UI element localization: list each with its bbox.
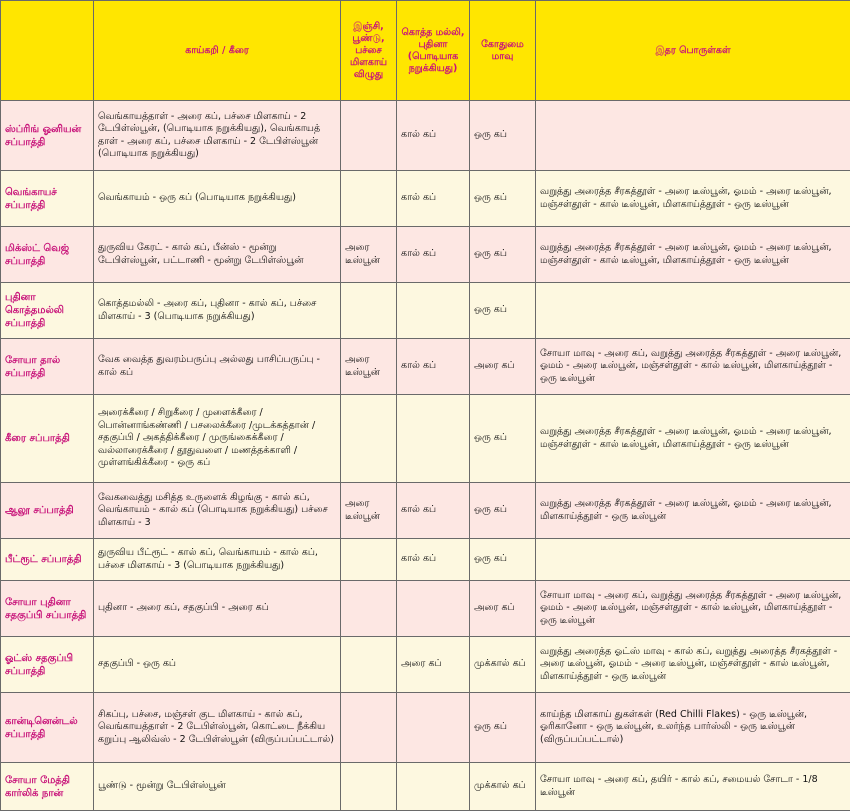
other-cell: சோயா மாவு - அரை கப், வறுத்து அரைத்த சீரகத்தூள் - அரை டீஸ்பூன், ஓமம் - அரை டீஸ்பூன், மஞ்சள்தூள் - கால் டீஸ்பூன், மிளகாய்த்தூள் - ஒரு டீஸ்பூன் bbox=[536, 581, 850, 637]
vegetable-cell: கொத்தமல்லி - அரை கப், புதினா - கால் கப், பச்சை மிளகாய் - 3 (பொடியாக நறுக்கியது) bbox=[94, 283, 341, 339]
flour-cell: ஒரு கப் bbox=[470, 227, 536, 283]
other-cell: வறுத்து அரைத்த சீரகத்தூள் - அரை டீஸ்பூன், ஓமம் - அரை டீஸ்பூன், மஞ்சள்தூள் - கால் டீஸ்பூன், மிளகாய்த்தூள் - ஒரு டீஸ்பூன் bbox=[536, 395, 850, 483]
recipe-name: சோயா புதினா சதகுப்பி சப்பாத்தி bbox=[1, 581, 94, 637]
paste-cell bbox=[341, 693, 397, 763]
flour-cell: ஒரு கப் bbox=[470, 171, 536, 227]
flour-cell: ஒரு கப் bbox=[470, 395, 536, 483]
vegetable-cell: வெங்காயம் - ஒரு கப் (பொடியாக நறுக்கியது) bbox=[94, 171, 341, 227]
paste-cell bbox=[341, 101, 397, 171]
vegetable-cell: துருவிய பீட்ரூட் - கால் கப், வெங்காயம் - கால் கப், பச்சை மிளகாய் - 3 (பொடியாக நறுக்கியது) bbox=[94, 539, 341, 581]
vegetable-cell: வேகவைத்து மசித்த உருளைக் கிழங்கு - கால் கப், வெங்காயம் - கால் கப் (பொடியாக நறுக்கியது) பச்சை மிளகாய் - 3 bbox=[94, 483, 341, 539]
vegetable-cell: வேக வைத்த துவரம்பருப்பு அல்லது பாசிப்பருப்பு - கால் கப் bbox=[94, 339, 341, 395]
table-row bbox=[1, 483, 850, 539]
herbs-cell: கால் கப் bbox=[397, 539, 470, 581]
herbs-cell bbox=[397, 693, 470, 763]
table-row bbox=[1, 763, 850, 811]
table-row bbox=[1, 395, 850, 483]
herbs-cell: அரை கப் bbox=[397, 637, 470, 693]
recipe-name: சோயா மேத்தி கார்லிக் நான் bbox=[1, 763, 94, 811]
herbs-cell: கால் கப் bbox=[397, 483, 470, 539]
other-cell: வறுத்து அரைத்த ஓட்ஸ் மாவு - கால் கப், வறுத்து அரைத்த சீரகத்தூள் - அரை டீஸ்பூன், ஓமம் - அரை டீஸ்பூன், மஞ்சள்தூள் - கால் டீஸ்பூன், மிளகாய்த்தூள் - ஒரு டீஸ்பூன் bbox=[536, 637, 850, 693]
other-cell: சோயா மாவு - அரை கப், தயிர் - கால் கப், சமையல் சோடா - 1/8 டீஸ்பூன் bbox=[536, 763, 850, 811]
paste-cell: அரை டீஸ்பூன் bbox=[341, 339, 397, 395]
herbs-cell: கால் கப் bbox=[397, 227, 470, 283]
table-row bbox=[1, 539, 850, 581]
flour-cell: அரை கப் bbox=[470, 339, 536, 395]
flour-cell: ஒரு கப் bbox=[470, 283, 536, 339]
flour-cell: ஒரு கப் bbox=[470, 483, 536, 539]
recipe-name: ஓட்ஸ் சதகுப்பி சப்பாத்தி bbox=[1, 637, 94, 693]
recipe-name: புதினா கொத்தமல்லி சப்பாத்தி bbox=[1, 283, 94, 339]
paste-cell: அரை டீஸ்பூன் bbox=[341, 227, 397, 283]
herbs-cell bbox=[397, 395, 470, 483]
other-cell: வறுத்து அரைத்த சீரகத்தூள் - அரை டீஸ்பூன், ஓமம் - அரை டீஸ்பூன், மஞ்சள்தூள் - கால் டீஸ்பூன், மிளகாய்த்தூள் - ஒரு டீஸ்பூன் bbox=[536, 171, 850, 227]
vegetable-cell: சதகுப்பி - ஒரு கப் bbox=[94, 637, 341, 693]
vegetable-cell: பூண்டு - மூன்று டேபிள்ஸ்பூன் bbox=[94, 763, 341, 811]
flour-cell: ஒரு கப் bbox=[470, 693, 536, 763]
vegetable-cell: புதினா - அரை கப், சதகுப்பி - அரை கப் bbox=[94, 581, 341, 637]
table-row bbox=[1, 693, 850, 763]
paste-cell bbox=[341, 581, 397, 637]
paste-cell bbox=[341, 395, 397, 483]
table-row bbox=[1, 101, 850, 171]
header-vegetable: காய்கறி / கீரை bbox=[94, 1, 341, 101]
herbs-cell bbox=[397, 763, 470, 811]
paste-cell bbox=[341, 539, 397, 581]
recipe-name: ஸ்ப்ரிங் ஓனியன் சப்பாத்தி bbox=[1, 101, 94, 171]
header-flour: கோதுமை மாவு bbox=[470, 1, 536, 101]
table-row bbox=[1, 171, 850, 227]
table-row bbox=[1, 581, 850, 637]
recipe-name: கான்டினென்டல் சப்பாத்தி bbox=[1, 693, 94, 763]
vegetable-cell: அரைக்கீரை / சிறுகீரை / முளைக்கீரை / பொன்னாங்கண்ணி / பசலைக்கீரை /முடக்கத்தான் / சதகுப்பி / அகத்திக்கீரை / முருங்கைக்கீரை / வல்லாரைக்கீரை / தூதுவளை / மணத்தக்காளி / முள்ளங்கிக்கீரை - ஒரு கப் bbox=[94, 395, 341, 483]
vegetable-cell: துருவிய கேரட் - கால் கப், பீன்ஸ் - மூன்று டேபிள்ஸ்பூன், பட்டாணி - மூன்று டேபிள்ஸ்பூன் bbox=[94, 227, 341, 283]
table-row bbox=[1, 637, 850, 693]
table-row bbox=[1, 339, 850, 395]
paste-cell: அரை டீஸ்பூன் bbox=[341, 483, 397, 539]
recipe-name: வெங்காயச் சப்பாத்தி bbox=[1, 171, 94, 227]
header-name bbox=[1, 1, 94, 101]
other-cell: சோயா மாவு - அரை கப், வறுத்து அரைத்த சீரகத்தூள் - அரை டீஸ்பூன், ஓமம் - அரை டீஸ்பூன், மஞ்சள்தூள் - கால் டீஸ்பூன், மிளகாய்த்தூள் - ஒரு டீஸ்பூன் bbox=[536, 339, 850, 395]
herbs-cell bbox=[397, 283, 470, 339]
header-paste: இஞ்சி, பூண்டு, பச்சை மிளகாய் விழுது bbox=[341, 1, 397, 101]
paste-cell bbox=[341, 283, 397, 339]
header-row bbox=[1, 1, 850, 101]
recipe-name: சோயா தால் சப்பாத்தி bbox=[1, 339, 94, 395]
herbs-cell: கால் கப் bbox=[397, 339, 470, 395]
recipe-name: பீட்ரூட் சப்பாத்தி bbox=[1, 539, 94, 581]
other-cell bbox=[536, 101, 850, 171]
recipe-name: ஆலூ சப்பாத்தி bbox=[1, 483, 94, 539]
other-cell: காய்ந்த மிளகாய் துகள்கள் (Red Chilli Flakes) - ஒரு டீஸ்பூன், ஓரிகானோ - ஒரு டீஸ்பூன், உலர்ந்த பார்ஸ்லி - ஒரு டீஸ்பூன் (விருப்பப்பட்டால்) bbox=[536, 693, 850, 763]
herbs-cell bbox=[397, 581, 470, 637]
header-herbs: கொத்த மல்லி, புதினா (பொடியாக நறுக்கியது) bbox=[397, 1, 470, 101]
paste-cell bbox=[341, 637, 397, 693]
table-row bbox=[1, 227, 850, 283]
other-cell bbox=[536, 539, 850, 581]
flour-cell: முக்கால் கப் bbox=[470, 763, 536, 811]
flour-cell: ஒரு கப் bbox=[470, 539, 536, 581]
vegetable-cell: வெங்காயத்தாள் - அரை கப், பச்சை மிளகாய் - 2 டேபிள்ஸ்பூன், (பொடியாக நறுக்கியது), வெங்காயத் தாள் - அரை கப், பச்சை மிளகாய் - 2 டேபிள்ஸ்பூன் (பொடியாக நறுக்கியது) bbox=[94, 101, 341, 171]
paste-cell bbox=[341, 763, 397, 811]
other-cell: வறுத்து அரைத்த சீரகத்தூள் - அரை டீஸ்பூன், ஓமம் - அரை டீஸ்பூன், மஞ்சள்தூள் - கால் டீஸ்பூன், மிளகாய்த்தூள் - ஒரு டீஸ்பூன் bbox=[536, 227, 850, 283]
paste-cell bbox=[341, 171, 397, 227]
herbs-cell: கால் கப் bbox=[397, 171, 470, 227]
flour-cell: அரை கப் bbox=[470, 581, 536, 637]
vegetable-cell: சிகப்பு, பச்சை, மஞ்சள் குட மிளகாய் - கால் கப், வெங்காயத்தாள் - 2 டேபிள்ஸ்பூன், கொட்டை நீக்கிய கறுப்பு ஆலிவ்ஸ் - 2 டேபிள்ஸ்பூன் (விருப்பப்பட்டால்) bbox=[94, 693, 341, 763]
other-cell bbox=[536, 283, 850, 339]
other-cell: வறுத்து அரைத்த சீரகத்தூள் - அரை டீஸ்பூன், ஓமம் - அரை டீஸ்பூன், மிளகாய்த்தூள் - ஒரு டீஸ்பூன் bbox=[536, 483, 850, 539]
header-other: இதர பொருள்கள் bbox=[536, 1, 850, 101]
table-row bbox=[1, 283, 850, 339]
herbs-cell: கால் கப் bbox=[397, 101, 470, 171]
recipe-name: கீரை சப்பாத்தி bbox=[1, 395, 94, 483]
flour-cell: முக்கால் கப் bbox=[470, 637, 536, 693]
recipe-name: மிக்ஸ்ட் வெஜ் சப்பாத்தி bbox=[1, 227, 94, 283]
flour-cell: ஒரு கப் bbox=[470, 101, 536, 171]
